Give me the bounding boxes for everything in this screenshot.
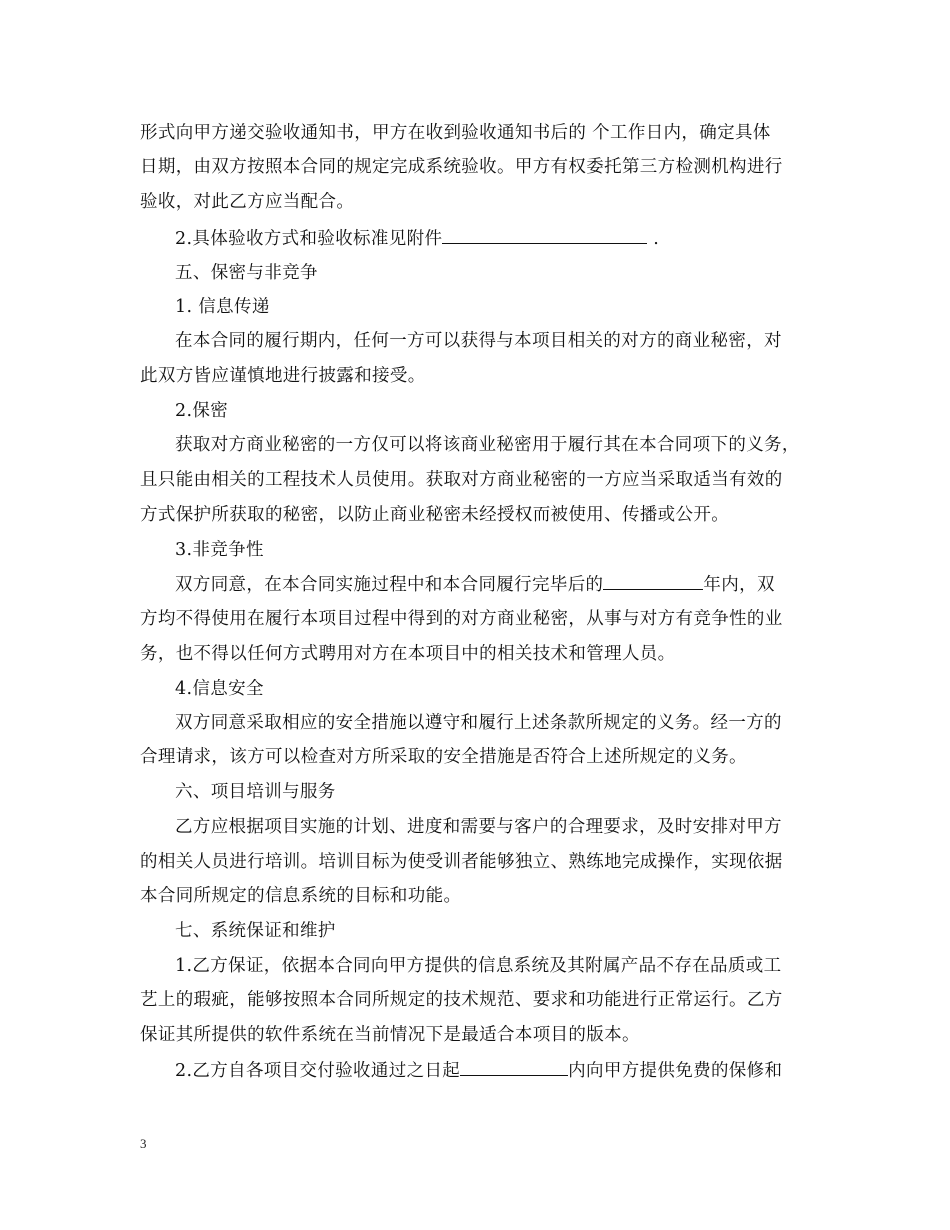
text-line — [175, 1058, 820, 1083]
text-span: 的相关人员进行培训。培训目标为使受训者能够独立、熟练地完成操作，实现依据 — [140, 852, 783, 872]
text-line — [175, 433, 820, 457]
text-line — [175, 538, 820, 562]
text-span: 1. 信息传递 — [175, 297, 270, 317]
section-heading — [175, 261, 820, 285]
text-span: 日期，由双方按照本合同的规定完成系统验收。甲方有权委托第三方检测机构进行 — [140, 157, 783, 177]
text-span: 此双方皆应谨慎地进行披露和接受。 — [140, 366, 426, 386]
text-span: 在本合同的履行期内，任何一方可以获得与本项目相关的对方的商业秘密，对 — [175, 331, 782, 351]
text-line — [175, 954, 820, 978]
text-line — [140, 155, 820, 179]
text-line — [175, 295, 820, 319]
text-line — [175, 399, 820, 423]
text-line — [175, 677, 820, 701]
text-span: 年内，双 — [703, 575, 775, 595]
text-line — [140, 503, 820, 527]
text-span: 内向甲方提供免费的保修和 — [568, 1061, 783, 1081]
text-span: 2.具体验收方式和验收标准见附件 — [175, 229, 443, 249]
text-span: 双方同意采取相应的安全措施以遵守和履行上述条款所规定的义务。经一方的 — [175, 713, 782, 733]
text-span: 务，也不得以任何方式聘用对方在本项目中的相关技术和管理人员。 — [140, 644, 676, 664]
text-span: 2.乙方自各项目交付验收通过之日起 — [175, 1061, 461, 1081]
text-span: 合理请求，该方可以检查对方所采取的安全措施是否符合上述所规定的义务。 — [140, 747, 747, 767]
text-line — [140, 988, 820, 1012]
text-span: 双方同意，在本合同实施过程中和本合同履行完毕后的 — [175, 575, 604, 595]
text-line — [140, 745, 820, 769]
text-span: 六、项目培训与服务 — [175, 782, 336, 802]
text-line — [140, 884, 820, 908]
text-span: 且只能由相关的工程技术人员使用。获取对方商业秘密的一方应当采取适当有效的 — [140, 470, 783, 490]
section-heading — [175, 780, 820, 804]
text-line — [175, 226, 820, 251]
page-number: 3 — [140, 1136, 147, 1151]
text-span: 获取对方商业秘密的一方仅可以将该商业秘密用于履行其在本合同项下的义务， — [175, 435, 800, 455]
text-span: 2.保密 — [175, 401, 229, 421]
text-span: 五、保密与非竞争 — [175, 263, 318, 283]
text-line — [175, 572, 820, 597]
fill-in-blank — [460, 1058, 568, 1076]
text-line — [175, 329, 820, 353]
text-span: 保证其所提供的软件系统在当前情况下是最适合本项目的版本。 — [140, 1025, 640, 1045]
text-line — [140, 642, 820, 666]
text-span: 本合同所规定的信息系统的目标和功能。 — [140, 886, 462, 906]
text-span: 七、系统保证和维护 — [175, 921, 336, 941]
section-heading — [175, 919, 820, 943]
text-span: 形式向甲方递交验收通知书，甲方在收到验收通知书后的 个工作日内，确定具体 — [140, 123, 771, 143]
text-line — [140, 190, 820, 214]
text-line — [140, 1023, 820, 1047]
text-line — [140, 850, 820, 874]
text-span: 1.乙方保证，依据本合同向甲方提供的信息系统及其附属产品不存在品质或工 — [175, 956, 782, 976]
text-line — [140, 364, 820, 388]
text-span: 方均不得使用在履行本项目过程中得到的对方商业秘密，从事与对方有竞争性的业 — [140, 609, 783, 629]
text-span: 方式保护所获取的秘密，以防止商业秘密未经授权而被使用、传播或公开。 — [140, 505, 730, 525]
fill-in-blank — [442, 226, 647, 244]
text-span: . — [647, 229, 660, 249]
text-span: 验收，对此乙方应当配合。 — [140, 192, 355, 212]
text-span: 4.信息安全 — [175, 679, 264, 699]
fill-in-blank — [603, 572, 703, 590]
text-span: 乙方应根据项目实施的计划、进度和需要与客户的合理要求，及时安排对甲方 — [175, 817, 782, 837]
text-line — [140, 121, 820, 145]
text-span: 3.非竞争性 — [175, 540, 264, 560]
text-line — [140, 607, 820, 631]
text-line — [175, 815, 820, 839]
text-line — [175, 711, 820, 735]
text-span: 艺上的瑕疵，能够按照本合同所规定的技术规范、要求和功能进行正常运行。乙方 — [140, 990, 783, 1010]
text-line — [140, 468, 820, 492]
